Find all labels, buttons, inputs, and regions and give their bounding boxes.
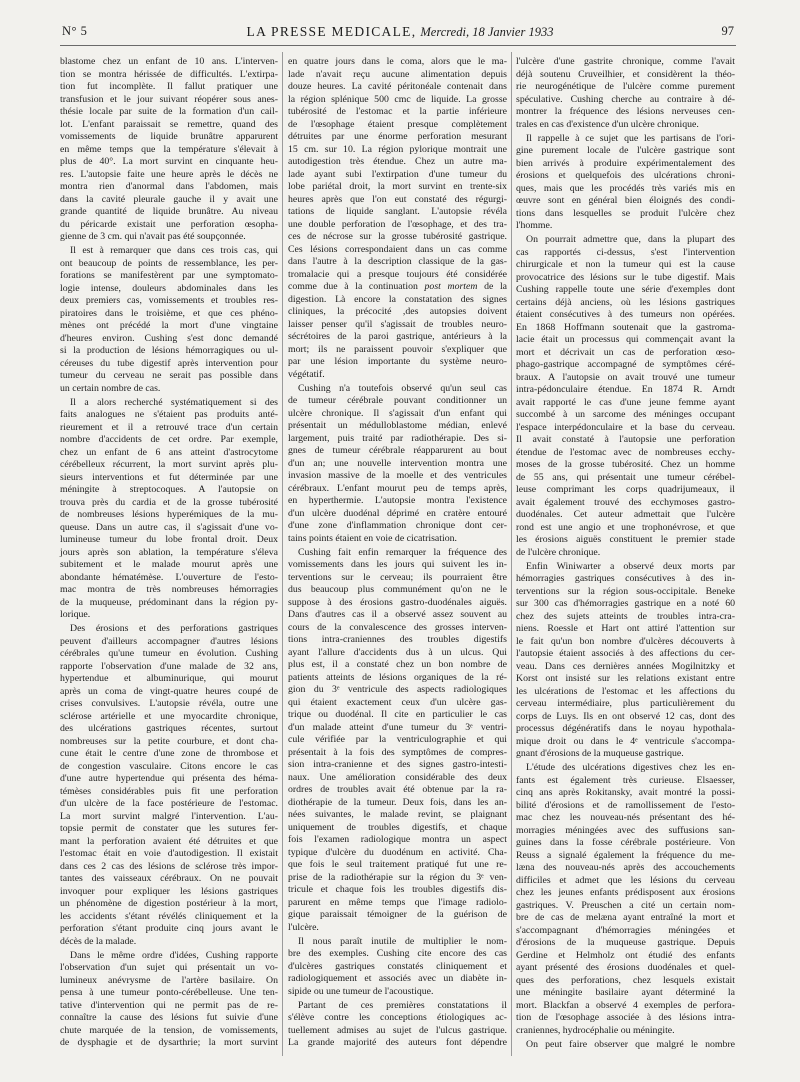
text-line: témèses considérables puis fit une perforation [60, 785, 278, 797]
text-line: En 1868 Hoffmann soutenait que la gastroma- [516, 321, 735, 333]
text-line: tuellement admises au sujet de l'ulcus gastrique. [288, 1024, 507, 1036]
text-line: morragies méningées avec des suffusions san- [516, 824, 735, 836]
text-line: de tumeur cérébrale pouvant conditionner un [288, 395, 507, 406]
text-line: de la muqueuse, prédominant dans la région py- [60, 596, 278, 608]
text-line: connaître la cause des lésions fut suivie d'une [60, 1012, 278, 1023]
text-line: moses de la grosse tubérosité. Chez un homme [516, 459, 735, 470]
text-line: mort. Blackfan a observé 4 exemples de perfora- [516, 999, 735, 1011]
text-line: l'espace interpédonculaire et la base du cerveau. [516, 421, 735, 433]
column-divider [282, 52, 283, 1056]
paragraph [60, 623, 278, 948]
text-line: de dysphagie et de dysarthrie; la mort survint [60, 1037, 278, 1048]
paragraph [516, 561, 735, 761]
text-line: fois l'examen radiologique montra un aspect [288, 834, 507, 845]
text-line: tricule et chaque fois les troubles digestifs dis- [288, 884, 507, 895]
text-line: prise de la radiothérapie sur la région du 3ᵉ ven- [288, 871, 507, 883]
text-line: du péricarde existait une perforation œsopha- [60, 218, 278, 230]
paragraph [288, 547, 507, 935]
text-line: gique paraissait témoigner de la guérison de [288, 909, 507, 920]
text-line: d'un ulcère de la face postérieure de l'estomac. [60, 798, 278, 809]
text-line: d'ulcères gastriques constatés cliniquement et [288, 960, 507, 972]
text-line: laisser penser qu'il s'agissait de troubles neuro- [288, 318, 507, 330]
text-line: phago-gastrique accompagné de symptômes céré- [516, 359, 735, 370]
paragraph [288, 1000, 507, 1050]
text-line: œuvre sont en général bien éloignés des condi- [516, 195, 735, 206]
text-line: intra-pédonculaire étendue. En 1874 R. Arndt [516, 384, 735, 395]
text-line: sipide ou une tumeur de l'acoustique. [288, 985, 434, 997]
text-line: succombé à un sarcome des méninges occupant [516, 409, 735, 420]
text-line: Des érosions et des perforations gastriques [70, 623, 278, 634]
text-line: Cushing rappelle toute une série d'exemples dont [516, 284, 735, 295]
text-line: vomissements dans les jours qui suivent les in- [288, 559, 507, 570]
text-line: sclérose artérielle et une myocardite chronique, [60, 710, 278, 722]
text-line: thésie locale par suite de la formation d'un cail- [60, 106, 278, 117]
text-line: l'ulcère d'une gastrite chronique, comme l'avait [516, 56, 735, 67]
text-line: duodénales. Cet auteur admettait que l'ulcère [516, 509, 735, 520]
text-line: mort; ils ne paraissent pouvoir s'expliquer que [288, 343, 507, 355]
text-line: cune était le centre d'une zone de thrombose et [60, 748, 278, 759]
text-line: trique ou duodénal. Il cite en particulier le cas [288, 709, 507, 720]
text-line: les ulcérations de l'estomac et les affections du [516, 685, 735, 697]
text-line: pensa à une tumeur ponto-cérébelleuse. Une ten- [60, 987, 278, 998]
text-line: d'un an; une nouvelle intervention montra une [288, 457, 507, 469]
text-line: dans l'autre à la description classique de la gas- [288, 256, 507, 267]
text-line: diothérapie de la tumeur. Deux fois, dans les an- [288, 796, 507, 808]
text-line: chez un enfant de 6 ans atteint d'astrocytome [60, 446, 278, 458]
text-line: On pourrait admettre que, dans la plupart des [526, 234, 735, 245]
text-line: de nombreuses lésions hyperémiques de la mu- [60, 509, 278, 520]
paragraph [60, 950, 278, 1050]
text-line: La mort survint malgré l'intervention. L'au- [60, 810, 278, 822]
text-line: grande quantité de liquide brunâtre. Au niveau [60, 206, 278, 217]
issue-date: Mercredi, 18 Janvier 1933 [420, 25, 554, 39]
text-line: lumineux anévrysme de l'artère basilaire. On [60, 974, 278, 986]
text-line: deux premiers cas, vomissements et troubles res- [60, 295, 278, 306]
text-line: une méningite basilaire ayant déterminé la [516, 987, 735, 998]
text-line: certains déjà anciens, où les lésions gastriques [516, 296, 735, 308]
text-line: lacie était un processus qui commençait avant la [516, 334, 735, 345]
text-line: terventions sur le cerveau; ils pourraient être [288, 571, 507, 583]
text-line: cérébelleux récurrent, la mort survint après plu- [60, 459, 278, 470]
text-line: tions intra-craniennes des troubles digestifs [288, 634, 507, 645]
text-line: en même temps que la température s'élevait à [60, 143, 278, 155]
text-line: en quatre jours dans le coma, alors que le ma- [288, 56, 507, 67]
text-line: gastriques. V. Preuschen a cité un certain nom- [516, 899, 735, 911]
text-line: Il est à remarquer que dans ces trois cas, qui [70, 245, 278, 256]
text-line: mant la perforation avaient été détruites et que [60, 835, 278, 847]
text-line: Ces lésions correspondaient dans un cas comme [288, 243, 507, 255]
text-line: sion intra-cranienne et des signes gastro-intesti- [288, 759, 507, 770]
text-line: de l'ulcère chronique. [516, 546, 601, 558]
text-column-2 [288, 56, 507, 1050]
issue-number: N° 5 [62, 24, 88, 38]
text-line: Reuss a signalé également la fréquence du me- [516, 849, 735, 861]
text-line: mac chez les nouveau-nés présentant des hé- [516, 812, 735, 823]
text-line: braux. A l'autopsie on avait trouvé une tumeur [516, 371, 735, 383]
text-line: lade n'avait reçu aucune alimentation depuis [288, 68, 507, 80]
text-line: tains points étaient en voie de cicatrisation. [288, 532, 457, 544]
text-line: dans la cavité pleurale gauche il y avait une [60, 193, 278, 205]
text-line: uniquement de troubles digestifs, et chaque [288, 821, 507, 833]
text-line: s'accompagnant d'hémorragies méningées et [516, 924, 735, 936]
text-line: Cushing n'a toutefois observé qu'un seul cas [298, 382, 507, 394]
text-line: d'une zone d'inflammation chronique dont cer- [288, 520, 507, 531]
text-line: mique droit ou dans le 4ᵉ ventricule s'accompa- [516, 735, 735, 747]
text-line: perforation s'étant produite cinq jours avant le [60, 923, 278, 934]
text-line: Gerdine et Helmholz ont étudié des enfants [516, 949, 735, 961]
text-line: gnant d'érosions de la muqueuse gastrique. [516, 748, 684, 759]
text-line: La grande majorité des auteurs font dépendre [288, 1037, 507, 1048]
text-line: abondante hématémèse. L'ouverture de l'esto- [60, 571, 278, 583]
text-line: Il nous paraît inutile de multiplier le nom- [298, 935, 507, 947]
text-line: spéculative. Cushing cherche au contraire à dé- [516, 93, 735, 105]
text-line: terventions sur la région sous-occipitale. Beneke [516, 585, 735, 597]
text-line: cérébrales qu'une tumeur en évolution. Cushing [60, 648, 278, 659]
text-line: de l'œsophage étaient presque complètement [288, 118, 507, 130]
text-line: ayant présenté des érosions duodénales et quel- [516, 962, 735, 973]
text-line: tations de liquide sanglant. L'autopsie révéla [288, 206, 507, 217]
text-line: l'ulcère. [288, 921, 319, 933]
text-line: dans ces 2 cas des lésions de sclérose très impor- [60, 860, 278, 872]
text-line: s'élève contre les conceptions étiologiques ac- [288, 1012, 507, 1023]
text-line: avait également trouvé des ecchymoses gastro- [516, 496, 735, 508]
text-line: blastome chez un enfant de 10 ans. L'interven- [60, 56, 278, 67]
text-line: étaient consécutives à des tumeurs non opérées. [516, 309, 735, 320]
text-line: Dans d'autres cas il a observé assez souvent au [288, 609, 507, 620]
text-line: chez des sujets atteints de troubles intra-cra- [516, 610, 735, 622]
text-line: mort et décrivait un cas de perforation œso- [516, 346, 735, 358]
text-line: ont beaucoup de points de ressemblance, les per- [60, 257, 278, 269]
text-line: végétatif. [288, 368, 325, 380]
text-line: tion de l'œsophage associée à des lésions intra- [516, 1012, 735, 1023]
text-line: si la production de lésions hémorragiques ou ul- [60, 345, 278, 356]
text-line: un certain nombre de cas. [60, 382, 161, 394]
text-line: décès de la malade. [60, 935, 137, 947]
text-segment: de la [477, 281, 508, 292]
text-segment: comme due à la continuation [288, 281, 425, 292]
text-line: nombreuses sur la petite courbure, et dont cha- [60, 735, 278, 747]
header-rule [60, 45, 736, 46]
text-line: une double perforation de l'œsophage, et des tra- [288, 218, 507, 230]
text-line: érosions et quelquefois des ulcérations chroni- [516, 170, 735, 181]
text-line: étendue de l'estomac avec de nombreuses ecchy- [516, 446, 735, 458]
text-line: avait rapporté le cas d'une jeune femme ayant [516, 396, 735, 408]
text-line: queuse. Dans un autre cas, il s'agissait d'une vo- [60, 521, 278, 533]
text-line: plus est, il a constaté chez un bon nombre de [288, 659, 507, 670]
text-line: les érosions aiguës constituent le premier stade [516, 534, 735, 545]
text-line: tumeur du cerveau ne serait pas possible dans [60, 370, 278, 381]
text-line: typique d'ulcère du duodénum en activité. Cha- [288, 846, 507, 858]
text-line: largement, puis traité par radiothérapie. Des si- [288, 432, 507, 444]
text-line: chirurgicale et non la tumeur qui est la cause [516, 259, 735, 270]
text-line: 15 cm. sur 10. La région pylorique montrait une [288, 143, 507, 155]
text-line: crises convulsives. L'autopsie révéla, outre une [60, 698, 278, 709]
text-line: lobe pariétal droit, la mort survint en trente-six [288, 181, 507, 192]
text-line: les accidents s'étant révélés cliniquement et la [60, 910, 278, 922]
text-line: radiologiquement et associés avec un diabète in- [288, 973, 507, 984]
text-line: tions dans lesquelles se produit l'ulcère chez [516, 207, 735, 219]
text-line: tion fut incomplète. Il fallut pratiquer une [60, 81, 278, 92]
text-line: douze heures. La cavité péritonéale contenait dans [288, 81, 507, 92]
text-line: cas rapportés ci-dessus, s'est l'intervention [516, 246, 735, 258]
text-line: trouva près du cardia et de la grosse tubérosité [60, 496, 278, 508]
text-line: ayant l'allure d'accidents dus à un ulcus. Qui [288, 646, 507, 658]
text-line: cérébraux. L'enfant mourut peu de temps après, [288, 482, 507, 494]
text-line: transfusion et le jour suivant réopérer sous anes- [60, 93, 278, 105]
page-number: 97 [721, 24, 734, 38]
text-line: bre des exemples. Cushing cite encore des cas [288, 948, 507, 959]
text-line: de 55 ans, qui présentait une tumeur cérébel- [516, 471, 735, 483]
text-line: naux. Une amélioration considérable des deux [288, 771, 507, 783]
text-line: craniennes, hydrocéphalie ou méningite. [516, 1024, 675, 1036]
text-line: montrer la fréquence des lésions nerveuses cen- [516, 106, 735, 117]
text-line: nombre d'accidents de cet ordre. Par exemple, [60, 434, 278, 445]
text-line: invasion massive de la moelle et des ventricules [288, 470, 507, 481]
text-line: sieurs interventions et fut déterminée par une [60, 471, 278, 483]
text-line: Korst ont insisté sur les relations existant entre [516, 673, 735, 684]
text-line: ques, mais que les procédés très variés mis en [516, 182, 735, 194]
text-line: d'un ulcère duodénal déprimé en cratère entouré [288, 507, 507, 519]
text-line: læna des nouveau-nés après des accouchements [516, 862, 735, 873]
text-line: trales en cas d'existence d'un ulcère chronique. [516, 118, 699, 130]
paragraph [516, 56, 735, 131]
paragraph [60, 397, 278, 622]
text-line: On peut faire observer que malgré le nombre [526, 1038, 735, 1050]
text-line: peuvent d'ailleurs accompagner d'autres lésions [60, 635, 278, 647]
text-line: bre de cas de melæna ayant entraîné la mort et [516, 912, 735, 923]
text-line: topsie permit de constater que les sutures fer- [60, 823, 278, 834]
text-line: guines dans la fosse cérébrale postérieure. Von [516, 837, 735, 848]
text-line: chez les jeunes enfants prédisposent aux érosions [516, 887, 735, 898]
text-line: dus beaucoup plus communément qu'on ne le [288, 584, 507, 595]
text-line: d'érosions de la muqueuse gastrique. Depuis [516, 937, 735, 948]
text-line: parurent en même temps que l'image radiolo- [288, 896, 507, 908]
text-line: tative d'intervention qui ne permit pas de re- [60, 999, 278, 1011]
text-line: cours de la convalescence des grosses interven- [288, 621, 507, 633]
text-line: en hyperthermie. L'autopsie montra l'existence [288, 495, 507, 506]
paragraph [516, 133, 735, 233]
text-line: céreuses du tube digestif après intervention pour [60, 357, 278, 369]
text-line: lumineuse tumeur du lobe frontal droit. Deux [60, 534, 278, 545]
text-line: patients atteints de lésions organiques de la ré- [288, 671, 507, 683]
text-line: gienne de 3 cm. qui n'avait pas été soupçonnée. [60, 231, 246, 242]
text-line: la région splénique 500 cmc de liquide. La grosse [288, 93, 507, 105]
text-line: hypertendue et albuminurique, qui mourut [60, 673, 278, 684]
text-line: Partant de ces premières constatations il [298, 999, 507, 1011]
text-line: l'autopsie étaient associés à des affections du cer- [516, 648, 735, 659]
text-line: qui étaient exactement ceux d'un ulcère gas- [288, 696, 507, 708]
paragraph [516, 762, 735, 1037]
text-line: tromalacie qui a presque toujours été considérée [288, 268, 507, 280]
text-line: suppose à des érosions gastro-duodénales aiguës. [288, 596, 507, 608]
text-line: déjà soutenu Cruveilhier, et considèrent la théo- [516, 68, 735, 80]
text-line: logie intense, douleurs abdominales dans les [60, 282, 278, 294]
text-line: forations se manifestèrent par une symptomato- [60, 270, 278, 281]
text-line: d'une autre hypertendue qui présenta des héma- [60, 773, 278, 784]
paragraph [288, 936, 507, 999]
text-line: par une lésion importante du système neuro- [288, 356, 507, 367]
text-line: cliniques, la précocité ,des autopsies doivent [288, 306, 507, 317]
text-line: cule vérifiée par la ventriculographie et qui [288, 734, 507, 745]
text-line: autodigestion très étendue. Chez un autre ma- [288, 156, 507, 167]
text-line: nées suivantes, le malade revint, se plaignant [288, 809, 507, 820]
text-line: ces de nécrose sur la grosse tubérosité gastrique. [288, 231, 507, 242]
text-line: tantes des vaisseaux cérébraux. On ne pouvait [60, 873, 278, 884]
text-line: ordres de troubles avait été obtenue par la ra- [288, 784, 507, 795]
text-line: chute marquée de la tension, de vomissements, [60, 1024, 278, 1036]
text-line: heures après que l'on eut constaté des régurgi- [288, 193, 507, 205]
text-line: mènes ont précédé la mort d'une vingtaine [60, 320, 278, 331]
text-line: niens. Roessle et Hart ont attiré l'attention sur [516, 623, 735, 634]
text-line: jours après son ablation, la température s'éleva [60, 546, 278, 558]
paragraph [516, 234, 735, 559]
text-line: cerveau intermédiaire, plus particulièrement du [516, 698, 735, 709]
text-line: lade ayant subi l'extirpation d'une tumeur du [288, 168, 507, 180]
text-line: gnes de tumeur cérébrale réapparurent au bout [288, 445, 507, 456]
text-line: cinq ans après Rokitansky, avait montré la possi- [516, 787, 735, 798]
text-line: des ulcérations gastriques récentes, surtout [60, 723, 278, 734]
text-line: présentait à la fois des symptômes de compres- [288, 746, 507, 758]
text-line: détruites par une énorme perforation mesurant [288, 131, 507, 142]
text-line: méningite à streptocoques. A l'autopsie on [60, 484, 278, 495]
text-line: faits analogues ne s'étaient pas produits anté- [60, 409, 278, 420]
text-line: L'étude des ulcérations digestives chez les en- [526, 762, 735, 773]
text-line: présentait un médulloblastome médian, enlevé [288, 420, 507, 431]
text-line: fants est également très curieuse. Elsaesser, [516, 774, 735, 786]
text-line: rieurement et il a retrouvé trace d'un certain [60, 421, 278, 433]
text-line: que fois le seul traitement pratiqué fut une re- [288, 859, 507, 870]
text-line: veau. Dans ces dernières années Mogilnitzky et [516, 660, 735, 672]
page-header-title [0, 23, 800, 41]
text-line [288, 281, 507, 294]
text-line: bilité d'érosions et de ramollissement de l'esto- [516, 799, 735, 811]
text-line: tion se montra hérissée de difficultés. L'extirpa- [60, 68, 278, 80]
text-line: lorique. [60, 609, 91, 620]
text-line: de congestion vasculaire. Citons encore le cas [60, 760, 278, 772]
italic-text: post mortem [424, 281, 478, 292]
text-line: l'homme. [516, 220, 553, 231]
text-line: l'estomac était en voie d'autodigestion. Il existait [60, 848, 278, 859]
paragraph [60, 245, 278, 395]
journal-title: LA PRESSE MEDICALE, [246, 24, 417, 39]
text-line: un phénomène de digestion postérieur à la mort, [60, 898, 278, 909]
text-line: gine purement locale de l'ulcère gastrique sont [516, 145, 735, 156]
text-line: d'heures environ. Cushing s'est donc demandé [60, 332, 278, 344]
paragraph [60, 56, 278, 244]
text-line: Cushing fait enfin remarquer la fréquence des [298, 546, 507, 558]
text-line: plus de 40°. La mort survint en cinquante heu- [60, 156, 278, 167]
text-line: rapporte l'observation d'une malade de 32 ans, [60, 660, 278, 672]
text-line: leuse comprimant les corps quadrijumeaux, il [516, 484, 735, 495]
text-line: Enfin Winiwarter a observé deux morts par [526, 560, 735, 572]
text-line: d'un malade atteint d'une tumeur du 3ᵉ ventri- [288, 721, 507, 733]
text-line: res. L'autopsie faite une heure après le décès ne [60, 168, 278, 180]
text-line: piratoires dans le troisième, et que ces phéno- [60, 307, 278, 319]
text-line: le fait qu'un bon nombre d'ulcères découverts à [516, 635, 735, 647]
text-line: ques des perforations, chez lesquels existait [516, 974, 735, 986]
text-column-1 [60, 56, 278, 1050]
text-line: gion du 3ᵉ ventricule des aspects radiologiques [288, 684, 507, 695]
text-line: l'observation d'un sujet qui présentait un vo- [60, 962, 278, 973]
column-divider [511, 52, 512, 1056]
text-line: sécrétoires de la paroi gastrique, antérieurs à la [288, 331, 507, 342]
text-line: Il rappelle à ce sujet que les partisans de l'ori- [526, 132, 735, 144]
text-line: corps de Luys. Ils en ont observé 12 cas, dont des [516, 710, 735, 722]
text-line: Dans le même ordre d'idées, Cushing rapporte [70, 949, 278, 961]
paragraph [288, 383, 507, 546]
text-line: processus dégénératifs dans le noyau hypothala- [516, 723, 735, 734]
text-line: invoquer pour expliquer les lésions gastriques [60, 885, 278, 897]
text-line: Il avait constaté à l'autopsie une perforation [516, 434, 735, 445]
text-line: provocatrice des lésions sur le tube digestif. Mais [516, 271, 735, 283]
text-line: difficiles et admet que les lésions du cerveau [516, 874, 735, 886]
paragraph [288, 56, 507, 381]
text-line: sur 300 cas d'hémorragies gastrique en a noté 60 [516, 598, 735, 609]
text-line: digestion. Là encore la constatation des signes [288, 293, 507, 305]
text-line: mac montra de très nombreuses hémorragies [60, 584, 278, 595]
text-line: rond est une angio et une trophonévrose, et que [516, 521, 735, 533]
text-line: vomissements de liquide brunâtre apparurent [60, 131, 278, 142]
text-line: hémorragies gastriques consécutives à des in- [516, 573, 735, 584]
text-line: tubérosité de l'estomac et la partie inférieure [288, 106, 507, 117]
text-line: bien arrivés à produire expérimentalement des [516, 157, 735, 169]
text-line: après un coma de vingt-quatre heures coupé de [60, 685, 278, 697]
text-column-3 [516, 56, 735, 1051]
text-line: ulcère chronique. Il s'agissait d'un enfant qui [288, 407, 507, 419]
text-line: lot. L'enfant paraissait se remettre, quand des [60, 118, 278, 130]
text-line: rie neurogénétique de l'ulcère comme purement [516, 81, 735, 92]
paragraph [516, 1039, 735, 1052]
text-line: montra rien d'anormal dans l'abdomen, mais [60, 181, 278, 192]
text-line: Il a alors recherché systématiquement si des [70, 396, 278, 408]
text-line: subitement et le malade mourut après une [60, 559, 278, 570]
